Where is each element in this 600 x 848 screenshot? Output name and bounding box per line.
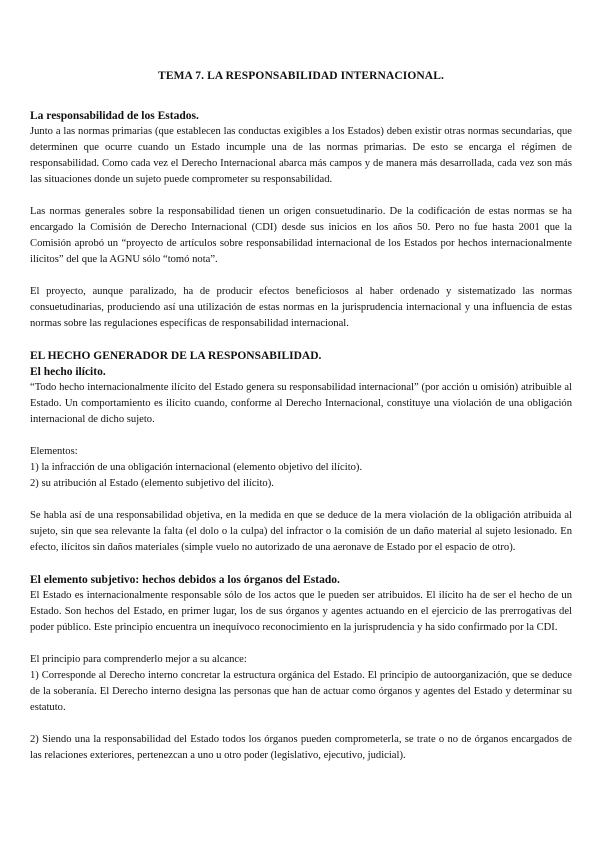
elements-label: Elementos: [30, 446, 78, 457]
paragraph: El Estado es internacionalmente responsable sólo de los actos que le pueden ser atribuidos. El ilícito ha de ser el hecho de un Estado. Son hechos del Estado, en primer lugar, los de sus órganos y agentes actuando en el ejercicio de las prerrogativas del poder público. Este principio encuentra un inequívoco reconocimiento en la jurisprudencia y ha sido confirmado por la CDI. [30, 590, 572, 633]
paragraph: “Todo hecho internacionalmente ilícito del Estado genera su responsabilidad internacional” (por acción u omisión) atribuible al Estado. Un comportamiento es ilícito cuando, conforme al Derecho Internacional, constituye una violación de una obligación internacional de dicho sujeto. [30, 382, 572, 425]
list-item: 2) su atribución al Estado (elemento subjetivo del ilícito). [30, 478, 274, 489]
page-title: TEMA 7. LA RESPONSABILIDAD INTERNACIONAL. [158, 70, 444, 82]
paragraph: Junto a las normas primarias (que establecen las conductas exigibles a los Estados) deben existir otras normas secundarias, que determinen que ocurre cuando un Estado incumple una de las normas primarias. De esto se encarga el régimen de responsabilidad. Como cada vez el Derecho Internacional abarca más campos y de manera más desarrollada, cada vez son más las situaciones donde un sujeto puede comprometer su responsabilidad. [30, 126, 572, 185]
section-heading-responsabilidad: La responsabilidad de los Estados. [30, 110, 199, 122]
list-item: 2) Siendo una la responsabilidad del Estado todos los órganos pueden comprometerla, se trate o no de órganos encargados de las relaciones exteriores, pertenezcan a uno u otro poder (legislativo, ejecutivo, judicial). [30, 734, 572, 761]
paragraph: El proyecto, aunque paralizado, ha de producir efectos beneficiosos al haber ordenado y sistematizado las normas consuetudinarias, produciendo así una utilización de estas normas en la jurisprudencia internacional y una influencia de estas normas sobre las regulaciones específicas de responsabilidad internacional. [30, 286, 572, 329]
section-heading-hecho-generador: EL HECHO GENERADOR DE LA RESPONSABILIDAD. [30, 350, 322, 362]
document-body [30, 70, 572, 764]
paragraph: Las normas generales sobre la responsabilidad tienen un origen consuetudinario. De la codificación de estas normas se ha encargado la Comisión de Derecho Internacional (CDI) desde sus inicios en los años 50. Pero no fue hasta 2001 que la Comisión aprobó un “proyecto de artículos sobre responsabilidad internacional de los Estados por hechos internacionalmente ilícitos” del que la AGNU sólo “tomó nota”. [30, 206, 572, 265]
principle-label: El principio para comprenderlo mejor a su alcance: [30, 654, 247, 665]
list-item: 1) la infracción de una obligación internacional (elemento objetivo del ilícito). [30, 462, 363, 473]
section-heading-elemento-subjetivo: El elemento subjetivo: hechos debidos a los órganos del Estado. [30, 574, 340, 586]
paragraph: Se habla así de una responsabilidad objetiva, en la medida en que se deduce de la mera violación de la obligación atribuida al sujeto, sin que sea relevante la falta (el dolo o la culpa) del infractor o la comisión de un daño material al sujeto lesionado. En efecto, ilícitos sin daños materiales (simple vuelo no autorizado de una aeronave de Estado por el espacio de otro). [30, 510, 572, 553]
subheading-hecho-ilicito: El hecho ilícito. [30, 366, 106, 378]
list-item: 1) Corresponde al Derecho interno concretar la estructura orgánica del Estado. El principio de autoorganización, que se deduce de la soberanía. El Derecho interno designa las personas que han de actuar como órganos y agentes del Estado y determinar su estatuto. [30, 670, 572, 713]
